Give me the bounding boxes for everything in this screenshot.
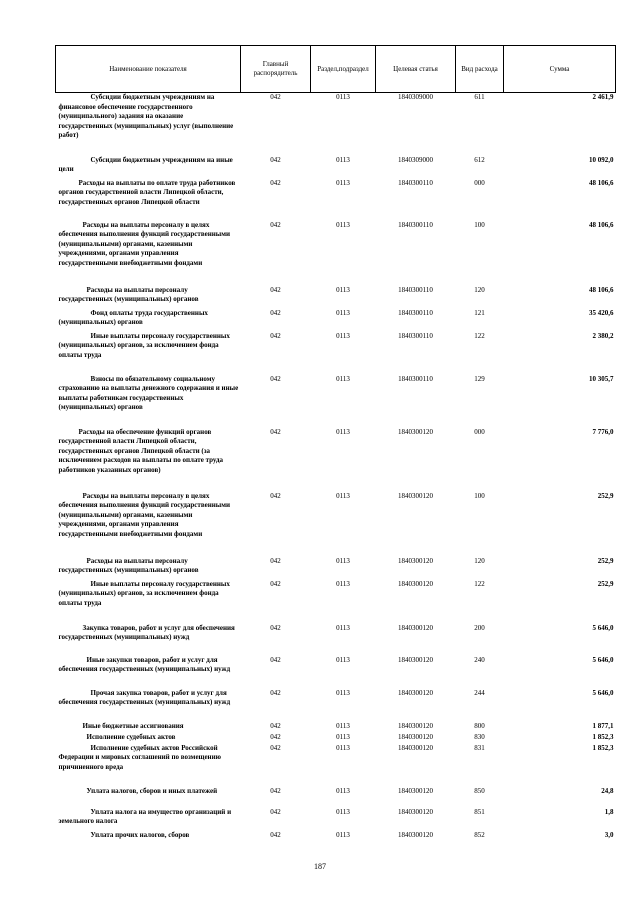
row-section: 0113: [336, 830, 350, 839]
row-expense-type: 000: [474, 427, 485, 436]
row-name: Уплата налогов, сборов и иных платежей: [86, 786, 218, 795]
row-section: 0113: [336, 427, 350, 436]
row-main-manager: 042: [270, 374, 281, 383]
row-name: Расходы на выплаты по оплате труда работников органов государственной власти Липецкой области, государственных органов Липецкой области: [58, 178, 236, 206]
row-section: 0113: [336, 732, 350, 741]
page-number: 187: [314, 862, 326, 871]
row-section: 0113: [336, 688, 350, 697]
row-name: Иные выплаты персоналу государственных (муниципальных) органов, за исключением фонда оплаты труда: [58, 331, 230, 359]
row-expense-type: 244: [474, 688, 485, 697]
row-target-article: 1840300120: [398, 732, 433, 741]
row-main-manager: 042: [270, 732, 281, 741]
row-sum: 10 305,7: [589, 374, 614, 383]
header-main-manager: Главный распорядитель: [241, 46, 311, 93]
row-target-article: 1840300120: [398, 427, 433, 436]
row-expense-type: 000: [474, 178, 485, 187]
row-main-manager: 042: [270, 655, 281, 664]
row-section: 0113: [336, 220, 350, 229]
row-section: 0113: [336, 491, 350, 500]
row-expense-type: 120: [474, 556, 485, 565]
row-section: 0113: [336, 743, 350, 752]
row-target-article: 1840300110: [398, 285, 433, 294]
table-row: [56, 808, 616, 831]
row-expense-type: 612: [474, 155, 485, 164]
table-row: [56, 428, 616, 492]
row-main-manager: 042: [270, 556, 281, 565]
row-sum: 1 877,1: [592, 721, 614, 730]
row-section: 0113: [336, 93, 350, 101]
row-main-manager: 042: [270, 308, 281, 317]
budget-table: [55, 45, 616, 842]
row-sum: 1 852,3: [592, 732, 614, 741]
row-expense-type: 800: [474, 721, 485, 730]
row-expense-type: 240: [474, 655, 485, 664]
row-name: Фонд оплаты труда государственных (муниципальных) органов: [58, 308, 208, 326]
row-expense-type: 200: [474, 623, 485, 632]
row-sum: 5 646,0: [592, 623, 614, 632]
row-name: Иные бюджетные ассигнования: [82, 721, 184, 730]
row-main-manager: 042: [270, 830, 281, 839]
table-row: [56, 557, 616, 580]
row-target-article: 1840300120: [398, 579, 433, 588]
row-section: 0113: [336, 331, 350, 340]
row-expense-type: 831: [474, 743, 485, 752]
row-name: Уплата прочих налогов, сборов: [90, 830, 190, 839]
row-main-manager: 042: [270, 155, 281, 164]
row-target-article: 1840300120: [398, 623, 433, 632]
row-section: 0113: [336, 308, 350, 317]
row-sum: 48 106,6: [589, 178, 614, 187]
row-name: Расходы на выплаты персоналу в целях обеспечения выполнения функций государственными (муниципальными) органами, казенными учреждениями, органами управления государственными внебюджетными фондами: [58, 220, 231, 267]
row-target-article: 1840300110: [398, 331, 433, 340]
row-expense-type: 120: [474, 285, 485, 294]
row-main-manager: 042: [270, 331, 281, 340]
table-row: [56, 332, 616, 375]
row-expense-type: 121: [474, 308, 485, 317]
row-main-manager: 042: [270, 93, 281, 101]
row-expense-type: 830: [474, 732, 485, 741]
row-expense-type: 100: [474, 220, 485, 229]
row-name: Взносы по обязательному социальному страхованию на выплаты денежного содержания и иные выплаты работникам государственных (муниципальных) органов: [58, 374, 239, 411]
row-target-article: 1840300110: [398, 308, 433, 317]
row-section: 0113: [336, 155, 350, 164]
row-target-article: 1840300110: [398, 220, 433, 229]
row-target-article: 1840300120: [398, 556, 433, 565]
row-section: 0113: [336, 655, 350, 664]
row-target-article: 1840300120: [398, 721, 433, 730]
row-section: 0113: [336, 374, 350, 383]
row-section: 0113: [336, 786, 350, 795]
table-row: [56, 221, 616, 286]
row-name: Иные закупки товаров, работ и услуг для обеспечения государственных (муниципальных) нужд: [58, 655, 231, 673]
row-main-manager: 042: [270, 178, 281, 187]
row-main-manager: 042: [270, 220, 281, 229]
row-sum: 35 420,6: [589, 308, 614, 317]
row-expense-type: 122: [474, 579, 485, 588]
row-main-manager: 042: [270, 623, 281, 632]
row-sum: 2 461,9: [592, 93, 614, 101]
table-row: [56, 309, 616, 332]
row-sum: 24,8: [601, 786, 614, 795]
row-name: Исполнение судебных актов: [86, 732, 176, 741]
row-section: 0113: [336, 285, 350, 294]
header-sum: Сумма: [504, 46, 616, 93]
row-main-manager: 042: [270, 285, 281, 294]
row-sum: 252,9: [597, 556, 614, 565]
row-expense-type: 122: [474, 331, 485, 340]
row-sum: 5 646,0: [592, 688, 614, 697]
row-expense-type: 851: [474, 807, 485, 816]
row-section: 0113: [336, 721, 350, 730]
row-sum: 252,9: [597, 491, 614, 500]
table-row: [56, 624, 616, 656]
row-name: Уплата налога на имущество организаций и земельного налога: [58, 807, 232, 825]
header-expense-type: Вид расхода: [456, 46, 504, 93]
row-main-manager: 042: [270, 688, 281, 697]
row-sum: 1 852,3: [592, 743, 614, 752]
row-target-article: 1840300120: [398, 688, 433, 697]
table-header: [56, 46, 616, 93]
table-row: [56, 689, 616, 722]
table-row: [56, 831, 616, 842]
row-target-article: 1840300120: [398, 830, 433, 839]
table-row: [56, 733, 616, 744]
row-section: 0113: [336, 579, 350, 588]
row-sum: 48 106,6: [589, 220, 614, 229]
row-sum: 2 380,2: [592, 331, 614, 340]
row-main-manager: 042: [270, 491, 281, 500]
table-row: [56, 375, 616, 428]
row-main-manager: 042: [270, 721, 281, 730]
table-body: [56, 93, 616, 842]
row-expense-type: 852: [474, 830, 485, 839]
table-row: [56, 656, 616, 689]
table-row: [56, 492, 616, 557]
row-expense-type: 100: [474, 491, 485, 500]
row-name: Исполнение судебных актов Российской Федерации и мировых соглашений по возмещению причиненного вреда: [58, 743, 221, 771]
row-name: Расходы на выплаты персоналу в целях обеспечения выполнения функций государственными (муниципальными) органами, казенными учреждениями, органами управления государственными внебюджетными фондами: [58, 491, 231, 538]
row-section: 0113: [336, 178, 350, 187]
row-expense-type: 611: [474, 93, 485, 101]
table-row: [56, 93, 616, 156]
row-target-article: 1840300110: [398, 178, 433, 187]
row-sum: 10 092,0: [589, 155, 614, 164]
row-target-article: 1840300120: [398, 786, 433, 795]
row-name: Иные выплаты персоналу государственных (муниципальных) органов, за исключением фонда оплаты труда: [58, 579, 230, 607]
row-main-manager: 042: [270, 579, 281, 588]
row-main-manager: 042: [270, 427, 281, 436]
row-name: Расходы на обеспечение функций органов государственной власти Липецкой области, государственных органов Липецкой области (за исключением расходов на выплаты по оплате труда работников указанных органов): [58, 427, 224, 474]
row-target-article: 1840300120: [398, 807, 433, 816]
row-sum: 3,0: [604, 830, 614, 839]
header-target-article: Целевая статья: [376, 46, 456, 93]
row-target-article: 1840309000: [398, 93, 433, 101]
row-name: Расходы на выплаты персоналу государственных (муниципальных) органов: [58, 285, 199, 303]
row-target-article: 1840300110: [398, 374, 433, 383]
row-main-manager: 042: [270, 743, 281, 752]
table-row: [56, 286, 616, 309]
row-name: Закупка товаров, работ и услуг для обеспечения государственных (муниципальных) нужд: [58, 623, 235, 641]
budget-table-page: [55, 45, 615, 842]
row-section: 0113: [336, 807, 350, 816]
row-target-article: 1840300120: [398, 491, 433, 500]
table-row: [56, 580, 616, 624]
table-row: [56, 787, 616, 808]
row-name: Субсидии бюджетным учреждениям на иные цели: [58, 155, 233, 173]
row-sum: 1,8: [604, 807, 614, 816]
row-name: Расходы на выплаты персоналу государственных (муниципальных) органов: [58, 556, 199, 574]
row-expense-type: 850: [474, 786, 485, 795]
row-sum: 252,9: [597, 579, 614, 588]
row-name: Субсидии бюджетным учреждениям на финансовое обеспечение государственного (муниципального) задания на оказание государственных (муниципальных) услуг (выполнение работ): [58, 93, 234, 139]
row-name: Прочая закупка товаров, работ и услуг для обеспечения государственных (муниципальных) нужд: [58, 688, 231, 706]
table-row: [56, 744, 616, 787]
table-row: [56, 179, 616, 221]
row-expense-type: 129: [474, 374, 485, 383]
header-name: Наименование показателя: [56, 46, 241, 93]
row-main-manager: 042: [270, 807, 281, 816]
row-target-article: 1840309000: [398, 155, 433, 164]
row-target-article: 1840300120: [398, 743, 433, 752]
table-row: [56, 722, 616, 733]
row-section: 0113: [336, 623, 350, 632]
table-row: [56, 156, 616, 179]
row-target-article: 1840300120: [398, 655, 433, 664]
row-section: 0113: [336, 556, 350, 565]
row-sum: 5 646,0: [592, 655, 614, 664]
row-sum: 7 776,0: [592, 427, 614, 436]
row-sum: 48 106,6: [589, 285, 614, 294]
header-section: Раздел,подраздел: [311, 46, 376, 93]
row-main-manager: 042: [270, 786, 281, 795]
